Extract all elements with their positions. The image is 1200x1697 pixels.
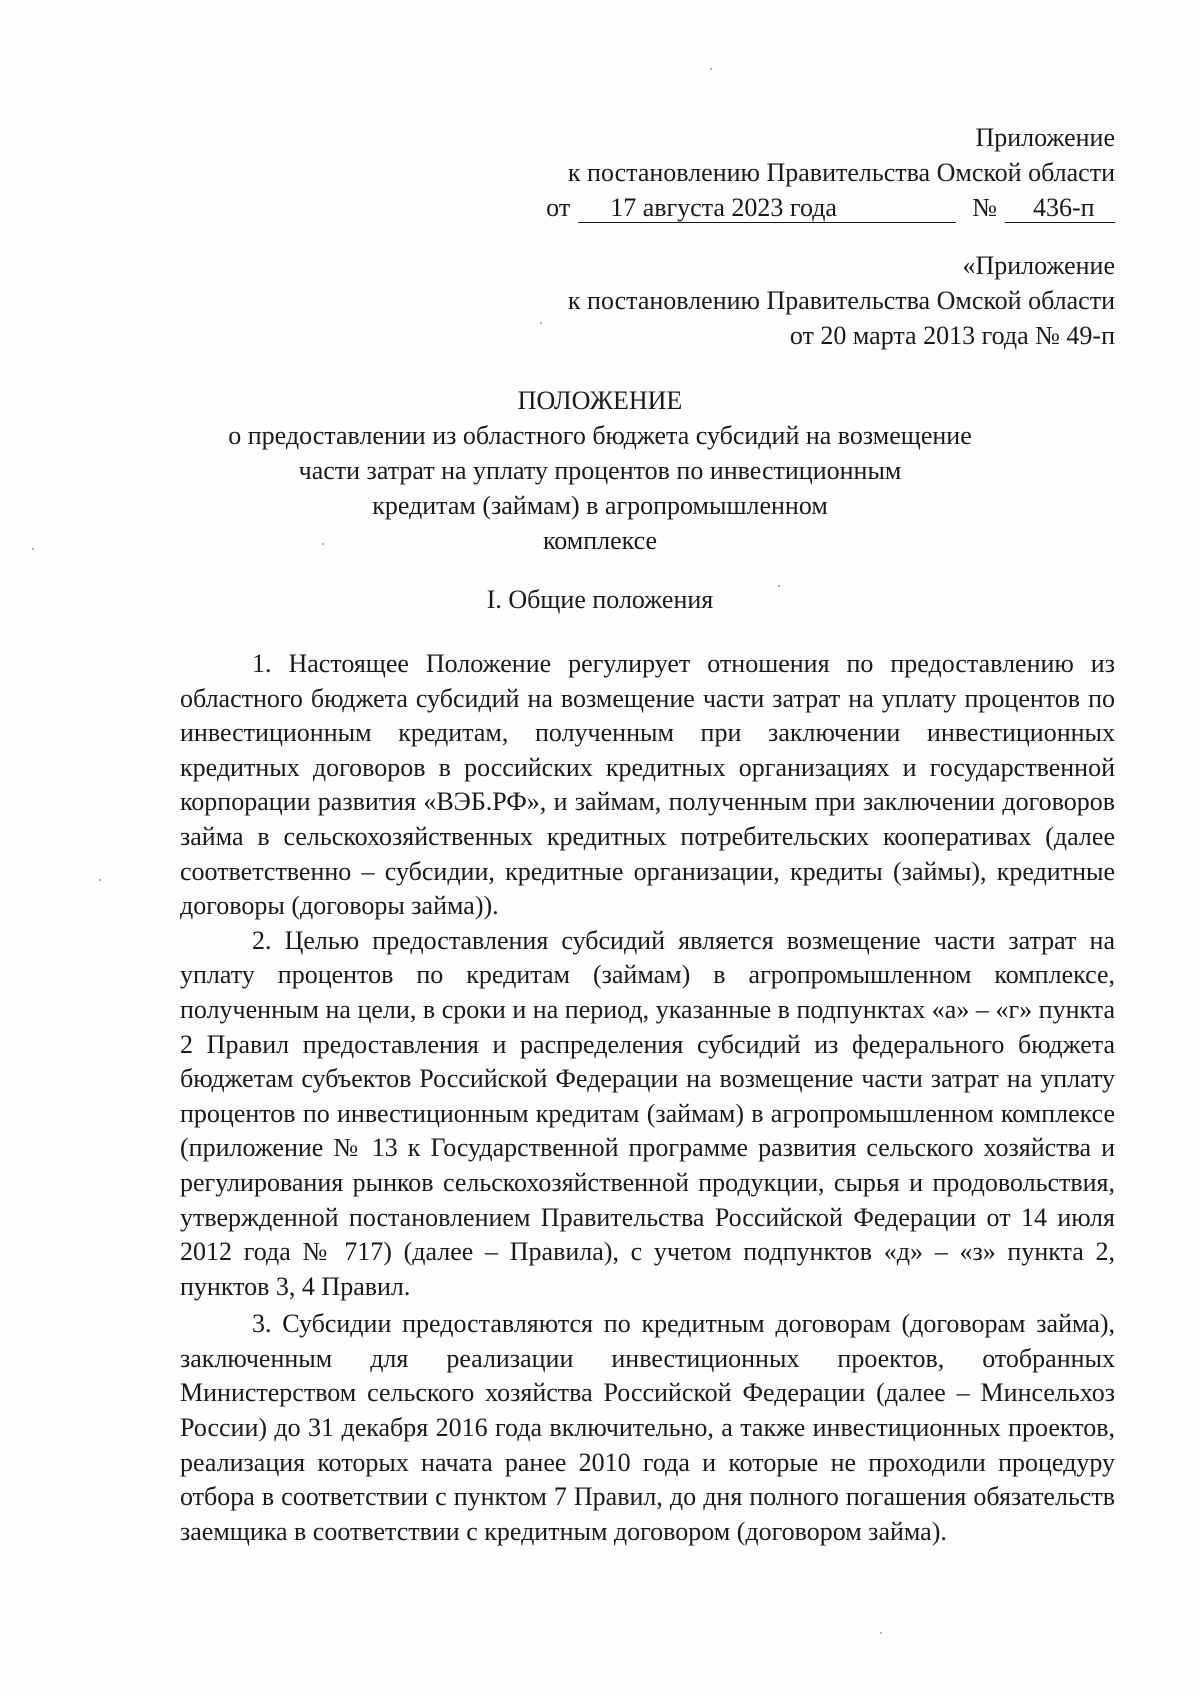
title-line: кредитам (займам) в агропромышленном <box>372 491 828 520</box>
paragraph-2: 2. Целью предоставления субсидий является возмещение части затрат на уплату процентов по кредитам (займам) в агропромышленном комплексе, полученным на цели, в сроки и на период, указанные в подпунктах «а» – «г» пункта 2 Правил предоставления и распределения субсидий из федерального бюджета бюджетам субъектов Российской Федерации на возмещение части затрат на уплату процентов по инвестиционным кредитам (займам) в агропромышленном комплексе (приложение № 13 к Государственной программе развития сельского хозяйства и регулирования рынков сельскохозяйственной продукции, сырья и продовольствия, утвержденной постановлением Правительства Российской Федерации от 14 июля 2012 года № 717) (далее – Правила), с учетом подпунктов «д» – «з» пункта 2, пунктов 3, 4 Правил. <box>180 925 1115 1301</box>
prior-annex-label: «Приложение <box>962 251 1115 280</box>
scan-speck <box>540 322 542 324</box>
annex-resolution-line: к постановлению Правительства Омской области <box>567 158 1115 187</box>
annex-date-number-line <box>546 190 1115 225</box>
scan-speck <box>99 879 101 881</box>
scan-speck <box>710 68 712 70</box>
resolution-date: 17 августа 2023 года <box>578 194 956 223</box>
title-line: комплексе <box>542 526 658 555</box>
annex-header <box>546 120 1115 225</box>
document-body <box>180 647 1115 1549</box>
title-main: ПОЛОЖЕНИЕ <box>517 386 683 415</box>
paragraph-3: 3. Субсидии предоставляются по кредитным договорам (договорам займа), заключенным для реализации инвестиционных проектов, отобранных Министерством сельского хозяйства Российской Федерации (далее – Минсельхоз России) до 31 декабря 2016 года включительно, а также инвестиционных проектов, реализация которых начата ранее 2010 года и которые не проходили процедуру отбора в соответствии с пунктом 7 Правил, до дня полного погашения обязательств заемщика в соответствии с кредитным договором (договором займа). <box>180 1309 1115 1546</box>
paragraph-1: 1. Настоящее Положение регулирует отношения по предоставлению из областного бюджета субсидий на возмещение части затрат на уплату процентов по инвестиционным кредитам, полученным при заключении инвестиционных кредитных договоров в российских кредитных организациях и государственной корпорации развития «ВЭБ.РФ», и займам, полученным при заключении договоров займа в сельскохозяйственных кредитных потребительских кооперативах (далее соответственно – субсидии, кредитные организации, кредиты (займы), кредитные договоры (договоры займа)). <box>180 649 1115 921</box>
title-line: о предоставлении из областного бюджета субсидий на возмещение <box>228 421 972 450</box>
annex-label: Приложение <box>975 123 1115 152</box>
scan-speck <box>880 1632 882 1634</box>
prior-annex-resolution-line: к постановлению Правительства Омской области <box>567 286 1115 315</box>
document-title <box>0 383 1200 558</box>
from-prefix: от <box>546 193 571 222</box>
prior-annex-header <box>568 248 1115 353</box>
prior-annex-date-line: от 20 марта 2013 года № 49-п <box>789 321 1115 350</box>
number-sign: № <box>972 193 997 222</box>
resolution-number: 436-п <box>1005 194 1115 223</box>
title-line: части затрат на уплату процентов по инвестиционным <box>298 456 902 485</box>
section-heading: I. Общие положения <box>486 585 714 614</box>
